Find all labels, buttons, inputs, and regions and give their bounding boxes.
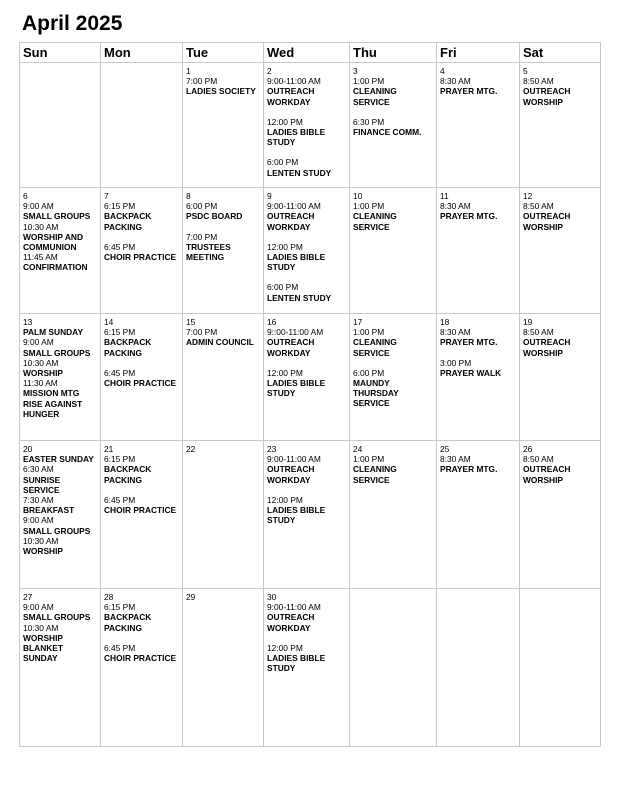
event-title: LENTEN STUDY	[267, 292, 332, 303]
day-cell	[101, 314, 183, 441]
event-spacer	[353, 107, 433, 117]
day-cell	[350, 314, 437, 441]
event-time: 1:00 PM	[353, 327, 385, 338]
event-title: OUTREACH WORSHIP	[523, 211, 571, 232]
event-title: SUNRISE SERVICE	[23, 474, 61, 495]
event-time: 6:15 PM	[104, 327, 136, 338]
day-number: 14	[104, 317, 114, 327]
event-time: 8:50 AM	[523, 454, 554, 465]
event-time: 10:30 AM	[23, 357, 59, 368]
week-row	[20, 63, 601, 188]
event-title: SMALL GROUPS	[23, 347, 91, 358]
day-cell	[20, 589, 101, 747]
event-title: SMALL GROUPS	[23, 525, 91, 536]
week-row	[20, 441, 601, 589]
event-time: 1:00 PM	[353, 454, 385, 465]
day-cell	[437, 314, 520, 441]
day-number: 21	[104, 444, 114, 454]
event-time: 10:30 AM	[23, 221, 59, 232]
event-title: MAUNDY THURSDAY SERVICE	[353, 378, 399, 409]
weekday-thu: Thu	[350, 43, 437, 63]
event-spacer	[267, 633, 346, 643]
event-title: OUTREACH WORKDAY	[267, 612, 315, 633]
day-number: 12	[523, 191, 533, 201]
weekday-header-row	[20, 43, 601, 63]
event-title: FINANCE COMM.	[353, 127, 422, 138]
event-spacer	[104, 232, 179, 242]
event-time: 6:00 PM	[267, 157, 299, 168]
day-cell	[437, 441, 520, 589]
day-number: 9	[267, 191, 272, 201]
event-spacer	[267, 358, 346, 368]
day-cell	[350, 188, 437, 314]
weekday-sat: Sat	[520, 43, 601, 63]
day-cell	[183, 441, 264, 589]
event-time: 12:00 PM	[267, 642, 303, 653]
event-time: 8:50 AM	[523, 76, 554, 87]
day-cell	[264, 314, 350, 441]
empty-day-cell	[350, 589, 437, 747]
event-spacer	[440, 348, 516, 358]
day-cell	[437, 63, 520, 188]
event-title: WORSHIP	[23, 546, 64, 557]
event-time: 8:30 AM	[440, 327, 471, 338]
event-spacer	[104, 358, 179, 368]
weekday-sun: Sun	[20, 43, 101, 63]
empty-day-cell	[520, 589, 601, 747]
event-title: LADIES BIBLE STUDY	[267, 653, 326, 674]
event-title: LADIES BIBLE STUDY	[267, 378, 326, 399]
event-time: 7:00 PM	[186, 327, 218, 338]
day-cell	[350, 63, 437, 188]
event-title: PRAYER WALK	[440, 367, 502, 378]
event-time: 3:00 PM	[440, 357, 472, 368]
day-number: 20	[23, 444, 33, 454]
event-title: PRAYER MTG.	[440, 464, 498, 475]
event-title: BACKPACK PACKING	[104, 464, 152, 485]
day-cell	[264, 63, 350, 188]
calendar-grid	[19, 42, 601, 747]
event-title: LENTEN STUDY	[267, 167, 332, 178]
event-title: LADIES BIBLE STUDY	[267, 127, 326, 148]
event-title: LADIES BIBLE STUDY	[267, 505, 326, 526]
event-time: 12:00 PM	[267, 494, 303, 505]
day-cell	[520, 314, 601, 441]
event-title: WORSHIP AND COMMUNION	[23, 231, 84, 253]
event-time: 9:00 AM	[23, 201, 54, 212]
day-cell	[101, 589, 183, 747]
day-number: 16	[267, 317, 277, 327]
event-title: TRUSTEES MEETING	[186, 241, 231, 263]
event-title: OUTREACH WORKDAY	[267, 337, 315, 358]
event-time: 7:00 PM	[186, 231, 218, 242]
day-number: 13	[23, 317, 33, 327]
event-title: OUTREACH WORKDAY	[267, 464, 315, 485]
event-title: LADIES BIBLE STUDY	[267, 252, 326, 273]
day-cell	[183, 188, 264, 314]
event-time: 6:15 PM	[104, 602, 136, 613]
day-number: 15	[186, 317, 196, 327]
event-time: 8:50 AM	[523, 327, 554, 338]
day-number: 30	[267, 592, 277, 602]
event-title: SMALL GROUPS	[23, 612, 91, 623]
event-time: 9:00 AM	[23, 515, 54, 526]
event-title: OUTREACH WORKDAY	[267, 211, 315, 232]
event-title: BACKPACK PACKING	[104, 211, 152, 232]
day-number: 28	[104, 592, 114, 602]
day-cell	[264, 589, 350, 747]
day-cell	[264, 188, 350, 314]
day-number: 24	[353, 444, 363, 454]
event-title: CLEANING SERVICE	[353, 86, 397, 107]
event-time: 6:00 PM	[186, 201, 218, 212]
event-time: 8:30 AM	[440, 76, 471, 87]
event-time: 6:30 AM	[23, 464, 54, 475]
day-number: 27	[23, 592, 33, 602]
event-spacer	[267, 147, 346, 157]
day-cell	[20, 441, 101, 589]
event-title: WORSHIP	[23, 632, 64, 643]
event-title: PRAYER MTG.	[440, 337, 498, 348]
event-title: CLEANING SERVICE	[353, 211, 397, 232]
event-title: PSDC BOARD	[186, 211, 243, 222]
event-spacer	[267, 232, 346, 242]
weekday-tue: Tue	[183, 43, 264, 63]
event-time: 6:45 PM	[104, 241, 136, 252]
event-time: 9:00-11:00 AM	[267, 454, 321, 465]
day-number: 7	[104, 191, 109, 201]
event-time: 7:30 AM	[23, 495, 54, 506]
day-number: 6	[23, 191, 28, 201]
event-time: 9:00-11:00 AM	[267, 76, 321, 87]
day-number: 10	[353, 191, 363, 201]
event-title: CHOIR PRACTICE	[104, 505, 177, 516]
week-row	[20, 589, 601, 747]
event-spacer	[267, 272, 346, 282]
day-cell	[101, 441, 183, 589]
day-cell	[520, 441, 601, 589]
event-time: 8:30 AM	[440, 454, 471, 465]
event-time: 9:00 AM	[23, 602, 54, 613]
event-time: 1:00 PM	[353, 76, 385, 87]
weekday-mon: Mon	[101, 43, 183, 63]
day-number: 1	[186, 66, 191, 76]
event-time: 11:30 AM	[23, 378, 58, 389]
day-number: 18	[440, 317, 450, 327]
day-number: 26	[523, 444, 533, 454]
day-number: 22	[186, 444, 196, 454]
event-title: OUTREACH WORKDAY	[267, 86, 315, 107]
day-number: 4	[440, 66, 445, 76]
event-time: 7:00 PM	[186, 76, 218, 87]
event-time: 9:00 AM	[23, 337, 54, 348]
event-title: CLEANING SERVICE	[353, 464, 397, 485]
event-time: 8:30 AM	[440, 201, 471, 212]
event-title: SMALL GROUPS	[23, 211, 91, 222]
event-title: CONFIRMATION	[23, 262, 88, 273]
day-cell	[350, 441, 437, 589]
day-cell	[520, 63, 601, 188]
day-number: 29	[186, 592, 196, 602]
event-time: 6:15 PM	[104, 454, 136, 465]
day-cell	[183, 63, 264, 188]
event-time: 8:50 AM	[523, 201, 554, 212]
event-spacer	[353, 358, 433, 368]
event-time: 12:00 PM	[267, 367, 303, 378]
event-time: 6:00 PM	[353, 367, 385, 378]
event-time: 12:00 PM	[267, 116, 303, 127]
event-time: 1:00 PM	[353, 201, 385, 212]
event-time: 6:45 PM	[104, 642, 136, 653]
event-spacer	[267, 485, 346, 495]
day-number: 17	[353, 317, 363, 327]
day-cell	[437, 188, 520, 314]
event-title: BLANKET SUNDAY	[23, 643, 64, 664]
event-title: MISSION MTG RISE AGAINST HUNGER	[23, 388, 83, 419]
empty-day-cell	[437, 589, 520, 747]
event-title: BACKPACK PACKING	[104, 337, 152, 358]
event-time: 6:00 PM	[267, 282, 299, 293]
event-title: OUTREACH WORSHIP	[523, 337, 571, 358]
day-number: 23	[267, 444, 277, 454]
event-spacer	[267, 107, 346, 117]
week-row	[20, 188, 601, 314]
event-title: PRAYER MTG.	[440, 86, 498, 97]
day-number: 11	[440, 191, 449, 201]
event-title: CHOIR PRACTICE	[104, 378, 177, 389]
weekday-fri: Fri	[437, 43, 520, 63]
event-time: 10:30 AM	[23, 622, 59, 633]
day-cell	[183, 589, 264, 747]
event-time: 9::00-11:00 AM	[267, 327, 324, 338]
event-spacer	[186, 222, 260, 232]
event-title: OUTREACH WORSHIP	[523, 86, 571, 107]
day-cell	[520, 188, 601, 314]
week-row	[20, 314, 601, 441]
event-title: LADIES SOCIETY	[186, 86, 256, 97]
event-title: WORSHIP	[23, 368, 64, 379]
event-title: CLEANING SERVICE	[353, 337, 397, 358]
day-number: 3	[353, 66, 358, 76]
day-number: 2	[267, 66, 272, 76]
event-title: BREAKFAST	[23, 505, 75, 516]
day-cell	[264, 441, 350, 589]
day-number: 8	[186, 191, 191, 201]
event-title: EASTER SUNDAY	[23, 454, 94, 465]
event-spacer	[104, 485, 179, 495]
day-number: 19	[523, 317, 533, 327]
event-time: 6:45 PM	[104, 494, 136, 505]
day-cell	[183, 314, 264, 441]
event-time: 9:00-11:00 AM	[267, 201, 321, 212]
event-title: CHOIR PRACTICE	[104, 653, 177, 664]
day-cell	[20, 314, 101, 441]
event-title: PRAYER MTG.	[440, 211, 498, 222]
event-time: 9:00-11:00 AM	[267, 602, 321, 613]
event-title: CHOIR PRACTICE	[104, 252, 177, 263]
calendar-title: April 2025	[22, 12, 123, 35]
event-time: 11:45 AM	[23, 252, 58, 263]
event-title: PALM SUNDAY	[23, 327, 84, 338]
empty-day-cell	[101, 63, 183, 188]
event-time: 10:30 AM	[23, 535, 59, 546]
weekday-wed: Wed	[264, 43, 350, 63]
event-time: 6:45 PM	[104, 367, 136, 378]
event-spacer	[104, 633, 179, 643]
day-cell	[101, 188, 183, 314]
day-number: 5	[523, 66, 528, 76]
day-number: 25	[440, 444, 450, 454]
event-title: ADMIN COUNCIL	[186, 337, 254, 348]
empty-day-cell	[20, 63, 101, 188]
event-title: OUTREACH WORSHIP	[523, 464, 571, 485]
event-time: 6:15 PM	[104, 201, 136, 212]
event-time: 6:30 PM	[353, 116, 385, 127]
event-time: 12:00 PM	[267, 241, 303, 252]
day-cell	[20, 188, 101, 314]
event-title: BACKPACK PACKING	[104, 612, 152, 633]
